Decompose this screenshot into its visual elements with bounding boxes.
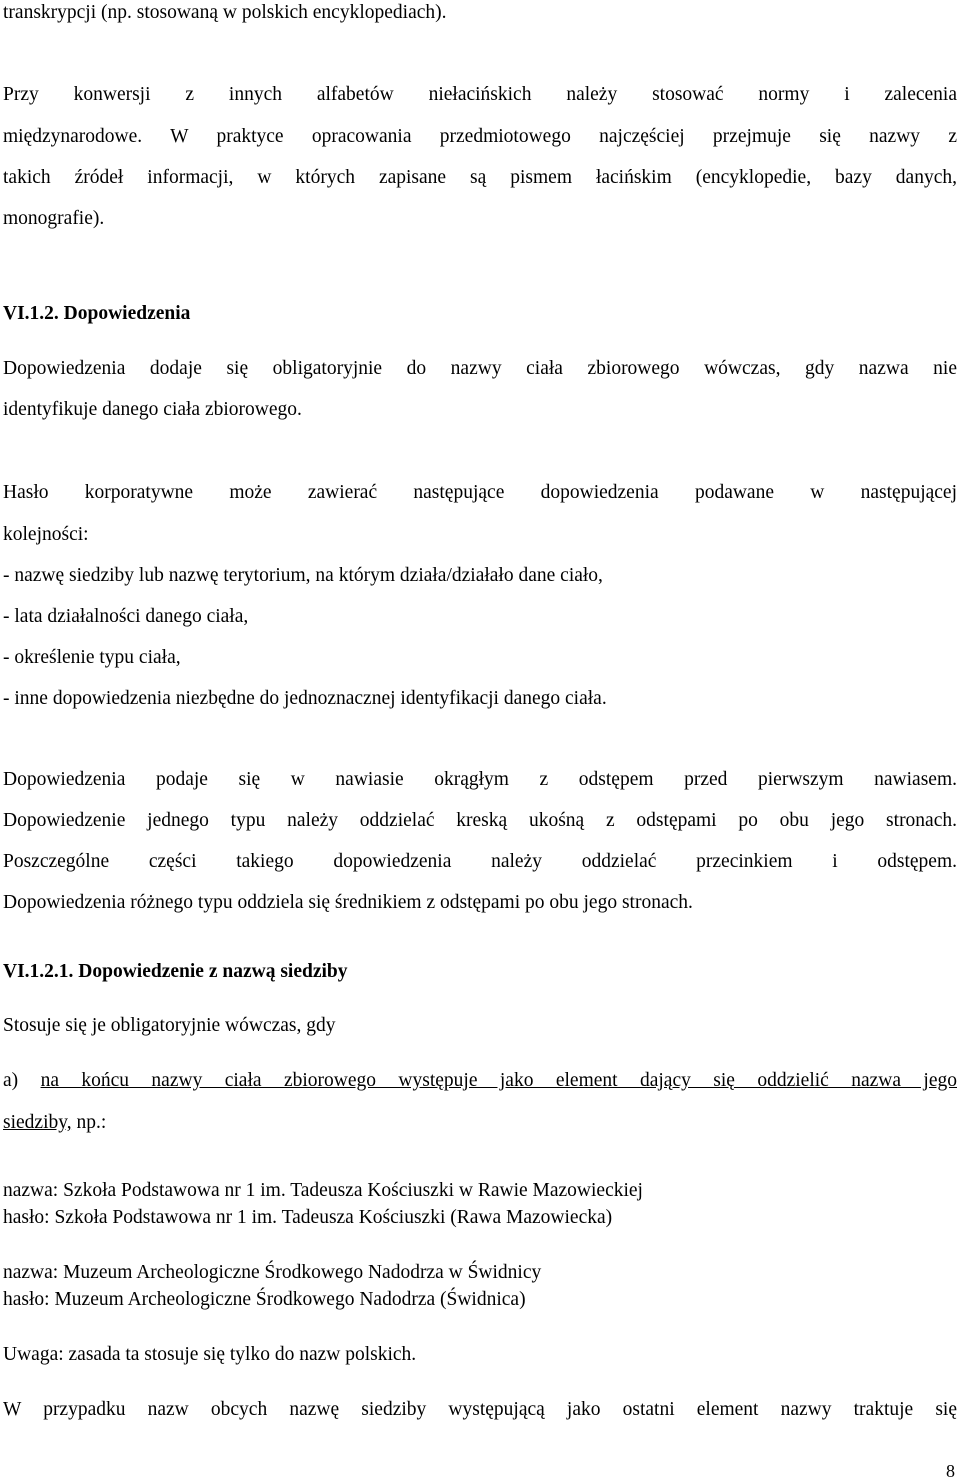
paragraph-line: Hasło korporatywne może zawierać następujące dopowiedzenia podawane w następującej (3, 482, 957, 503)
underlined-text: na końcu nazwy ciała zbiorowego występuje jako element dający się oddzielić nazwa jego (40, 1070, 957, 1091)
note-line: Uwaga: zasada ta stosuje się tylko do nazw polskich. (3, 1344, 417, 1365)
paragraph-line: takich źródeł informacji, w których zapisane są pismem łacińskim (encyklopedie, bazy danych, (3, 167, 957, 188)
paragraph-line: Dopowiedzenia dodaje się obligatoryjnie do nazwy ciała zbiorowego wówczas, gdy nazwa nie (3, 358, 957, 379)
subsection-heading: VI.1.2.1. Dopowiedzenie z nazwą siedziby (3, 961, 348, 982)
paragraph-line: transkrypcji (np. stosowaną w polskich encyklopediach). (3, 2, 447, 23)
paragraph-line: monografie). (3, 208, 105, 229)
paragraph-line: Dopowiedzenia różnego typu oddziela się średnikiem z odstępami po obu jego stronach. (3, 892, 693, 913)
example-name-line: nazwa: Muzeum Archeologiczne Środkowego Nadodrza w Świdnicy (3, 1262, 542, 1283)
paragraph-line: Dopowiedzenia podaje się w nawiasie okrągłym z odstępem przed pierwszym nawiasem. (3, 769, 957, 790)
paragraph-line: Dopowiedzenie jednego typu należy oddzielać kreską ukośną z odstępami po obu jego stronach. (3, 810, 957, 831)
paragraph-line: Stosuje się je obligatoryjnie wówczas, gdy (3, 1015, 336, 1036)
list-item: - nazwę siedziby lub nazwę terytorium, na którym działa/działało dane ciało, (3, 565, 603, 586)
paragraph-line (3, 1113, 106, 1133)
list-item: - określenie typu ciała, (3, 647, 181, 668)
section-heading: VI.1.2. Dopowiedzenia (3, 303, 191, 324)
paragraph-line: kolejności: (3, 524, 89, 545)
paragraph-line: W przypadku nazw obcych nazwę siedziby występującą jako ostatni element nazwy traktuje się (3, 1399, 957, 1420)
example-heading-line: hasło: Muzeum Archeologiczne Środkowego Nadodrza (Świdnica) (3, 1289, 526, 1310)
paragraph-line: identyfikuje danego ciała zbiorowego. (3, 399, 302, 420)
list-item: - inne dopowiedzenia niezbędne do jednoznacznej identyfikacji danego ciała. (3, 688, 607, 709)
list-item: - lata działalności danego ciała, (3, 606, 249, 627)
paragraph-line: międzynarodowe. W praktyce opracowania przedmiotowego najczęściej przejmuje się nazwy z (3, 126, 957, 147)
paragraph-line (3, 1071, 957, 1091)
example-heading-line: hasło: Szkoła Podstawowa nr 1 im. Tadeusza Kościuszki (Rawa Mazowiecka) (3, 1207, 613, 1228)
example-intro: np.: (71, 1112, 107, 1133)
paragraph-line: Przy konwersji z innych alfabetów niełacińskich należy stosować normy i zalecenia (3, 84, 957, 105)
paragraph-line: Poszczególne części takiego dopowiedzenia należy oddzielać przecinkiem i odstępem. (3, 851, 957, 872)
underlined-text: siedziby, (3, 1112, 72, 1133)
list-marker: a) (3, 1070, 41, 1091)
page-number: 8 (946, 1461, 955, 1481)
example-name-line: nazwa: Szkoła Podstawowa nr 1 im. Tadeusza Kościuszki w Rawie Mazowieckiej (3, 1180, 643, 1201)
